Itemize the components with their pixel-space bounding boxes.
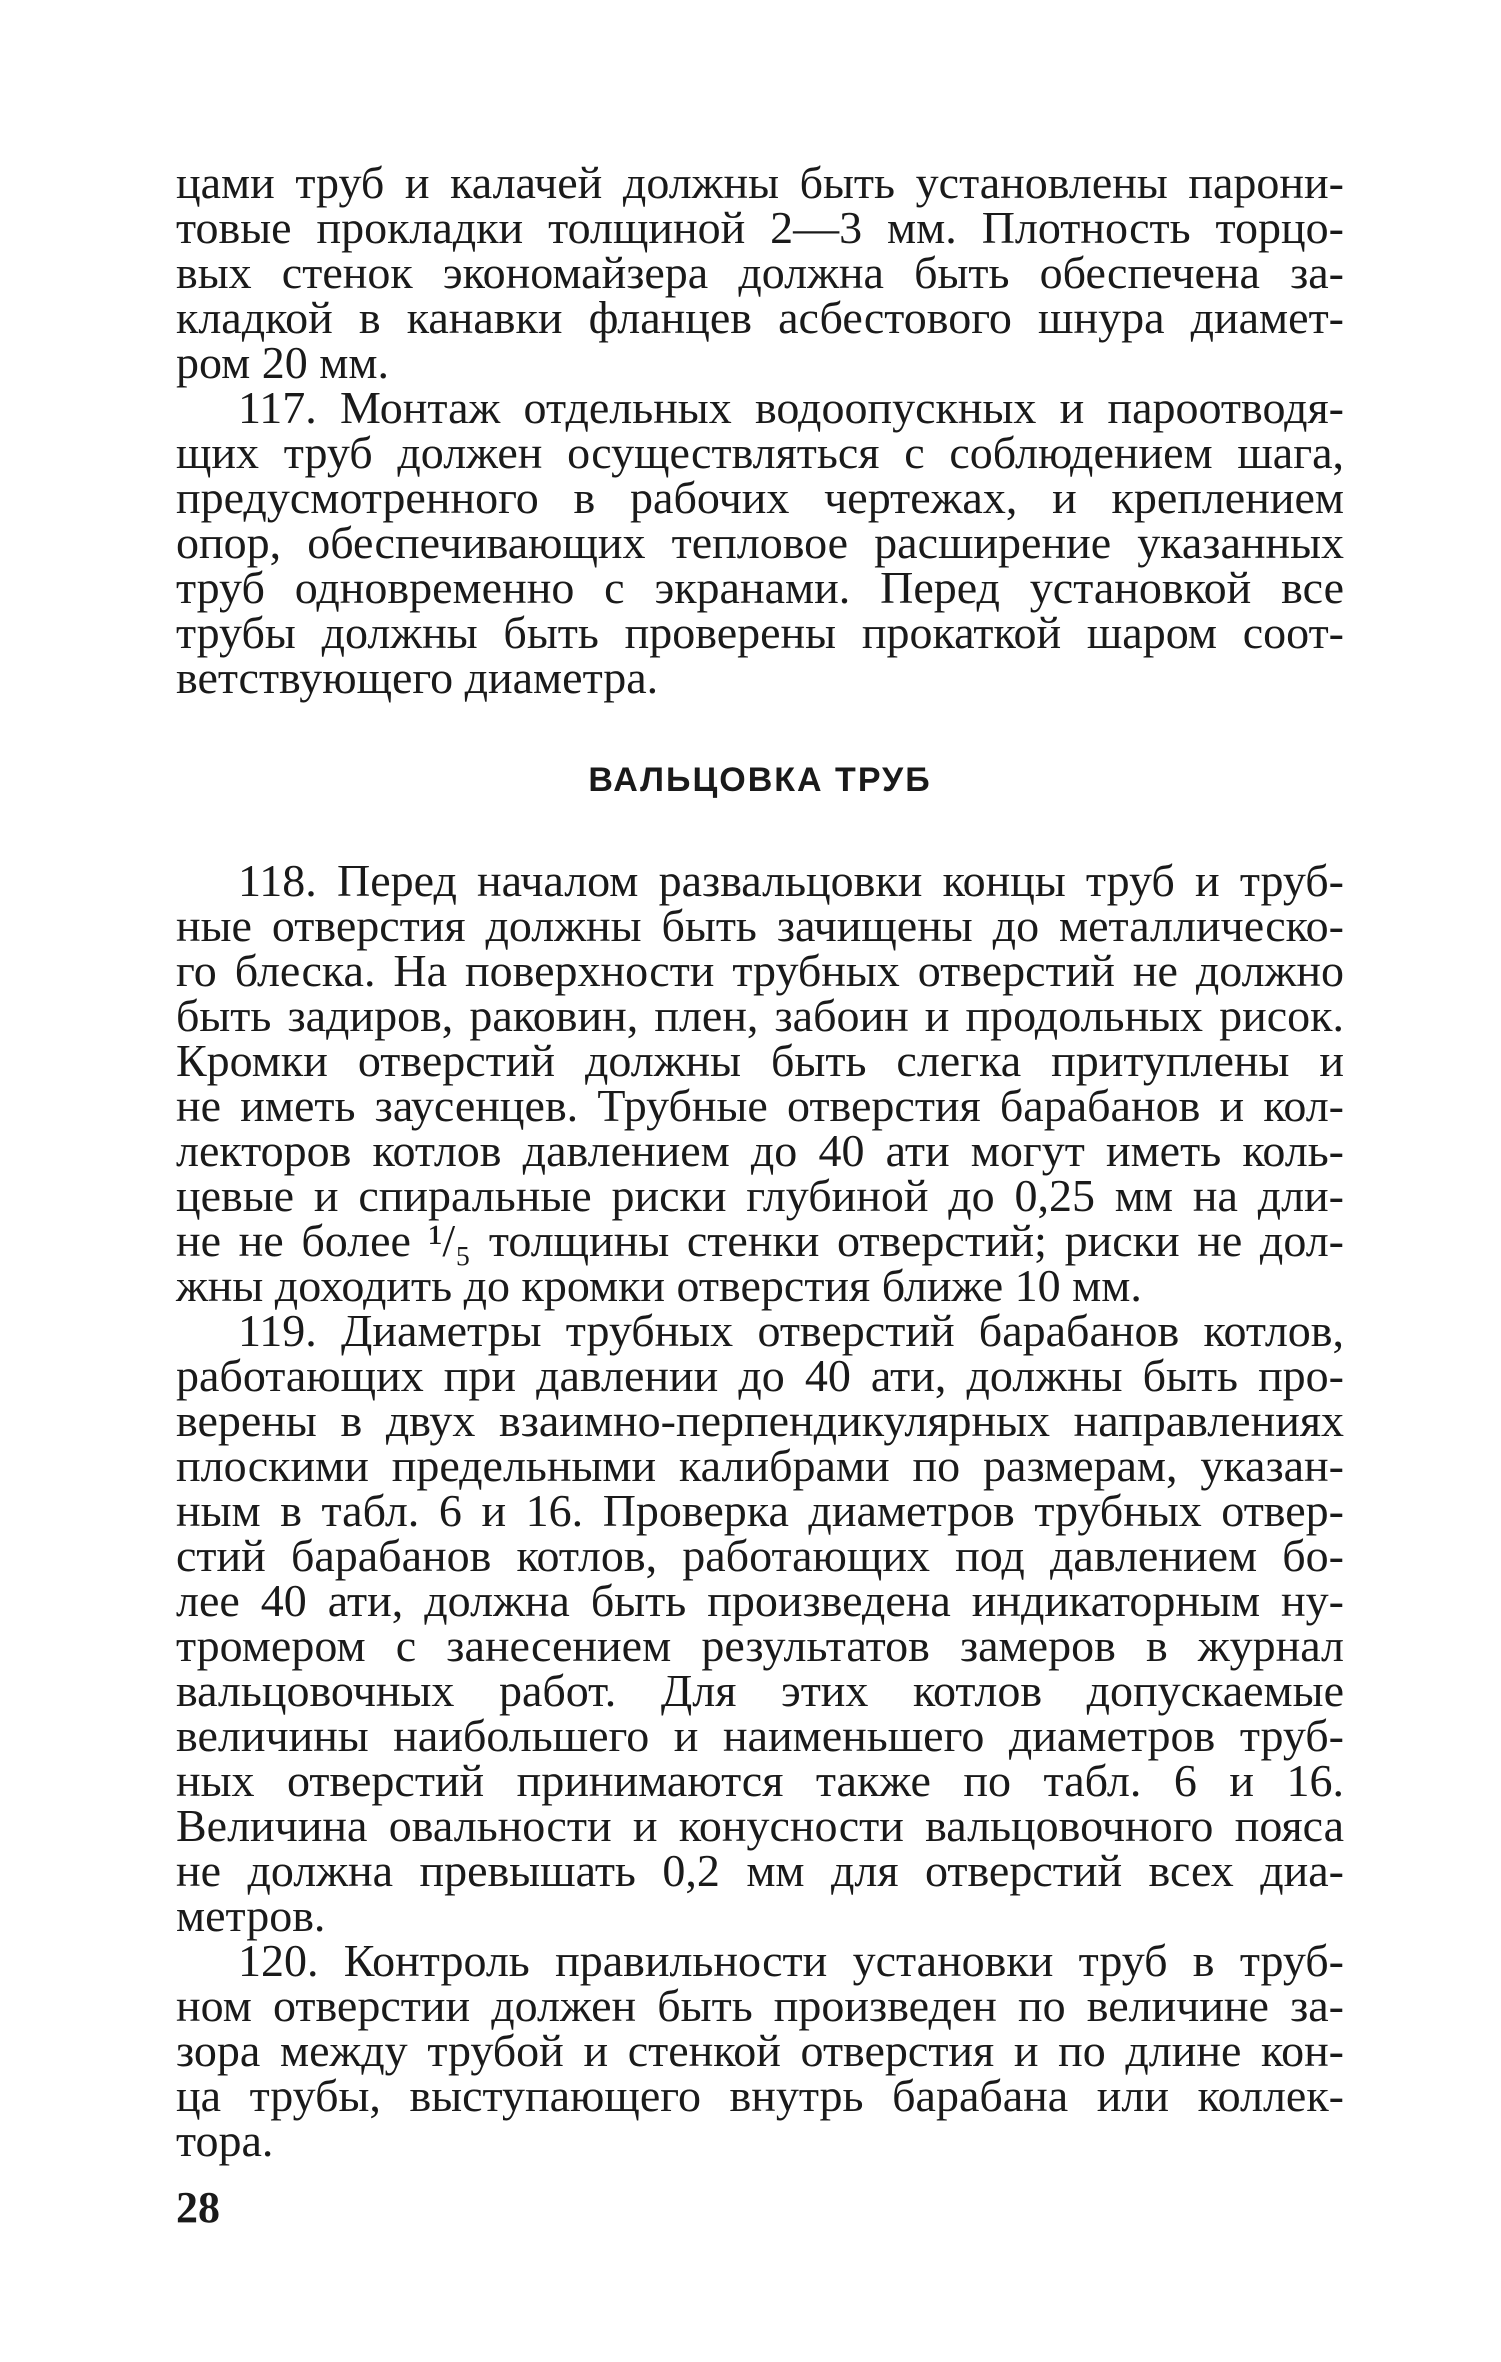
text-line: го блеска. На поверхности трубных отверстий не должно bbox=[176, 945, 1344, 996]
document-page bbox=[176, 157, 1344, 2166]
paragraph bbox=[176, 855, 1344, 1311]
text-line: 119. Диаметры трубных отверстий барабанов котлов, bbox=[238, 1305, 1344, 1356]
text-block-top bbox=[176, 157, 1344, 703]
text-line: тромером с занесением результатов замеров в журнал bbox=[176, 1620, 1344, 1671]
text-line: 117. Монтаж отдельных водоопускных и пароотводя- bbox=[238, 382, 1344, 433]
text-line: величины наибольшего и наименьшего диаметров труб- bbox=[176, 1710, 1344, 1761]
text-line: лекторов котлов давлением до 40 ати могут иметь коль- bbox=[176, 1125, 1344, 1176]
text-line: верены в двух взаимно-перпендикулярных направлениях bbox=[176, 1395, 1344, 1446]
text-line: товые прокладки толщиной 2—3 мм. Плотность торцо- bbox=[176, 202, 1344, 253]
text-line: опор, обеспечивающих тепловое расширение указанных bbox=[176, 517, 1344, 568]
text-line: трубы должны быть проверены прокаткой шаром соот- bbox=[176, 607, 1344, 658]
text-line: кладкой в канавки фланцев асбестового шнура диамет- bbox=[176, 292, 1344, 343]
text-line: труб одновременно с экранами. Перед установкой все bbox=[176, 562, 1344, 613]
text-line: не должна превышать 0,2 мм для отверстий всех диа- bbox=[176, 1845, 1344, 1896]
text-line: тора. bbox=[176, 2115, 274, 2166]
paragraph bbox=[176, 382, 1344, 703]
text-line: цами труб и калачей должны быть установлены парони- bbox=[176, 157, 1344, 208]
text-line: ном отверстии должен быть произведен по величине за- bbox=[176, 1980, 1344, 2031]
text-line: стий барабанов котлов, работающих под давлением бо- bbox=[176, 1530, 1344, 1581]
paragraph bbox=[176, 1305, 1344, 1941]
text-line: вых стенок экономайзера должна быть обеспечена за- bbox=[176, 247, 1344, 298]
paragraph bbox=[176, 1935, 1344, 2166]
text-line: жны доходить до кромки отверстия ближе 10 мм. bbox=[176, 1260, 1142, 1311]
text-line: метров. bbox=[176, 1890, 326, 1941]
text-line: 118. Перед началом развальцовки концы труб и труб- bbox=[238, 855, 1344, 906]
text-line: щих труб должен осуществляться с соблюдением шага, bbox=[176, 427, 1344, 478]
text-line: зора между трубой и стенкой отверстия и по длине кон- bbox=[176, 2025, 1344, 2076]
text-line: ветствующего диаметра. bbox=[176, 652, 659, 703]
text-line: ные отверстия должны быть зачищены до металлическо- bbox=[176, 900, 1344, 951]
text-line: не иметь заусенцев. Трубные отверстия барабанов и кол- bbox=[176, 1080, 1344, 1131]
text-block-bottom bbox=[176, 855, 1344, 2166]
text-line: ром 20 мм. bbox=[176, 337, 389, 388]
text-line: Кромки отверстий должны быть слегка притуплены и bbox=[176, 1035, 1344, 1086]
page-number: 28 bbox=[176, 2183, 220, 2232]
text-line: ца трубы, выступающего внутрь барабана или коллек- bbox=[176, 2070, 1344, 2121]
text-line: 120. Контроль правильности установки труб в труб- bbox=[238, 1935, 1344, 1986]
text-line: ным в табл. 6 и 16. Проверка диаметров трубных отвер- bbox=[176, 1485, 1344, 1536]
text-line: Величина овальности и конусности вальцовочного пояса bbox=[176, 1800, 1344, 1851]
text-line: работающих при давлении до 40 ати, должны быть про- bbox=[176, 1350, 1344, 1401]
text-line: быть задиров, раковин, плен, забоин и продольных рисок. bbox=[176, 990, 1344, 1041]
text-line: предусмотренного в рабочих чертежах, и креплением bbox=[176, 472, 1344, 523]
text-line: ных отверстий принимаются также по табл. 6 и 16. bbox=[176, 1755, 1344, 1806]
paragraph bbox=[176, 157, 1344, 388]
text-line: не не более ¹/₅ толщины стенки отверстий; риски не дол- bbox=[176, 1215, 1344, 1266]
section-heading: ВАЛЬЦОВКА ТРУБ bbox=[588, 761, 932, 799]
text-line: цевые и спиральные риски глубиной до 0,25 мм на дли- bbox=[176, 1170, 1344, 1221]
text-line: вальцовочных работ. Для этих котлов допускаемые bbox=[176, 1665, 1344, 1716]
text-line: плоскими предельными калибрами по размерам, указан- bbox=[176, 1440, 1344, 1491]
text-line: лее 40 ати, должна быть произведена индикаторным ну- bbox=[176, 1575, 1344, 1626]
